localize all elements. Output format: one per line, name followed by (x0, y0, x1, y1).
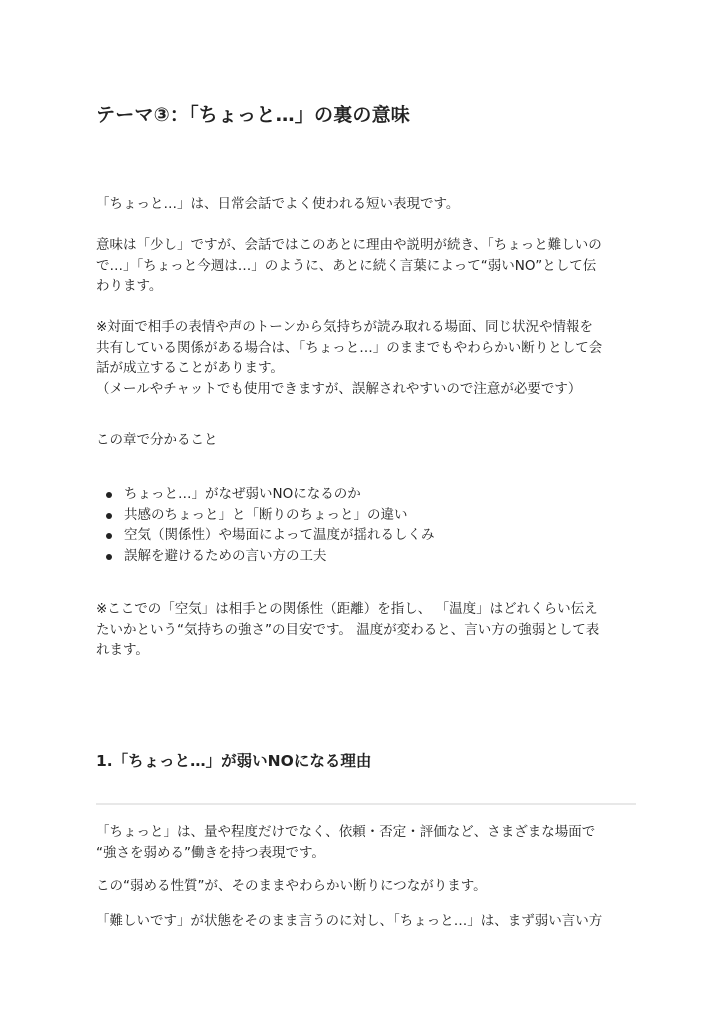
bullet-dot-icon (106, 513, 112, 519)
note1-line-1: ※対面で相手の表情や声のトーンから気持ちが読み取れる場面、同じ状況や情報を (96, 319, 594, 335)
list-item (106, 505, 435, 526)
note1-line-4: （メールやチャットでも使用できますが、誤解されやすいので注意が必要です） (96, 380, 582, 397)
list-item (106, 546, 435, 567)
list-item-text: 空気（関係性）や場面によって温度が揺れるしくみ (124, 527, 435, 543)
list-item (106, 484, 435, 505)
note-paragraph-1 (96, 317, 646, 399)
intro-line: 「ちょっと…」は、日常会話でよく使われる短い表現です。 (96, 196, 460, 212)
note1-line-3: 話が成立することがあります。 (96, 360, 284, 376)
note1-line-2: 共有している関係がある場合は、「ちょっと…」のままでもやわらかい断りとして会 (96, 339, 603, 356)
section-p3-line: 「難しいです」が状態をそのまま言うのに対し、「ちょっと…」は、まず弱い言い方 (96, 913, 603, 929)
list-item-text: 共感のちょっと」と「断りのちょっと」の違い (124, 506, 408, 523)
section-paragraph-1 (96, 822, 646, 863)
section-p1-line-2: “強さを弱める”働きを持つ表現です。 (96, 844, 325, 861)
bullet-dot-icon (106, 492, 112, 498)
note2-line-3: れます。 (96, 642, 149, 658)
list-item-text: 誤解を避けるための言い方の工夫 (124, 547, 327, 564)
note2-line-2: たいかという“気持ちの強さ”の目安です。 温度が変わると、言い方の強弱として表 (96, 621, 600, 638)
bullet-dot-icon (106, 533, 112, 539)
meaning-line-2: で…」「ちょっと今週は…」のように、あとに続く言葉によって“弱いNO”として伝 (96, 257, 597, 274)
chapter-intro-text: この章で分かること (96, 432, 218, 448)
note-paragraph-2 (96, 599, 646, 661)
chapter-intro (96, 430, 646, 451)
page-title: テーマ③：「ちょっと…」の裏の意味 (96, 104, 410, 126)
note2-line-1: ※ここでの「空気」は相手との関係性（距離）を指し、 「温度」はどれくらい伝え (96, 601, 598, 617)
meaning-line-1: 意味は「少し」ですが、会話ではこのあとに理由や説明が続き、「ちょっと難しいの (96, 237, 602, 253)
meaning-paragraph (96, 235, 646, 297)
section-heading: 1.「ちょっと…」が弱いNOになる理由 (96, 752, 372, 770)
section-paragraph-2 (96, 876, 646, 897)
bullet-dot-icon (106, 554, 112, 560)
chapter-topics-list (106, 484, 435, 566)
list-item (106, 525, 435, 546)
meaning-line-3: わります。 (96, 278, 163, 294)
section-p2-line: この“弱める性質”が、そのままやわらかい断りにつながります。 (96, 878, 487, 894)
section-p1-line-1: 「ちょっと」は、量や程度だけでなく、依頼・否定・評価など、さまざまな場面で (96, 824, 596, 840)
list-item-text: ちょっと…」がなぜ弱いNOになるのか (124, 486, 361, 502)
intro-paragraph (96, 194, 646, 215)
section-paragraph-3 (96, 911, 646, 932)
section-divider (96, 803, 636, 805)
